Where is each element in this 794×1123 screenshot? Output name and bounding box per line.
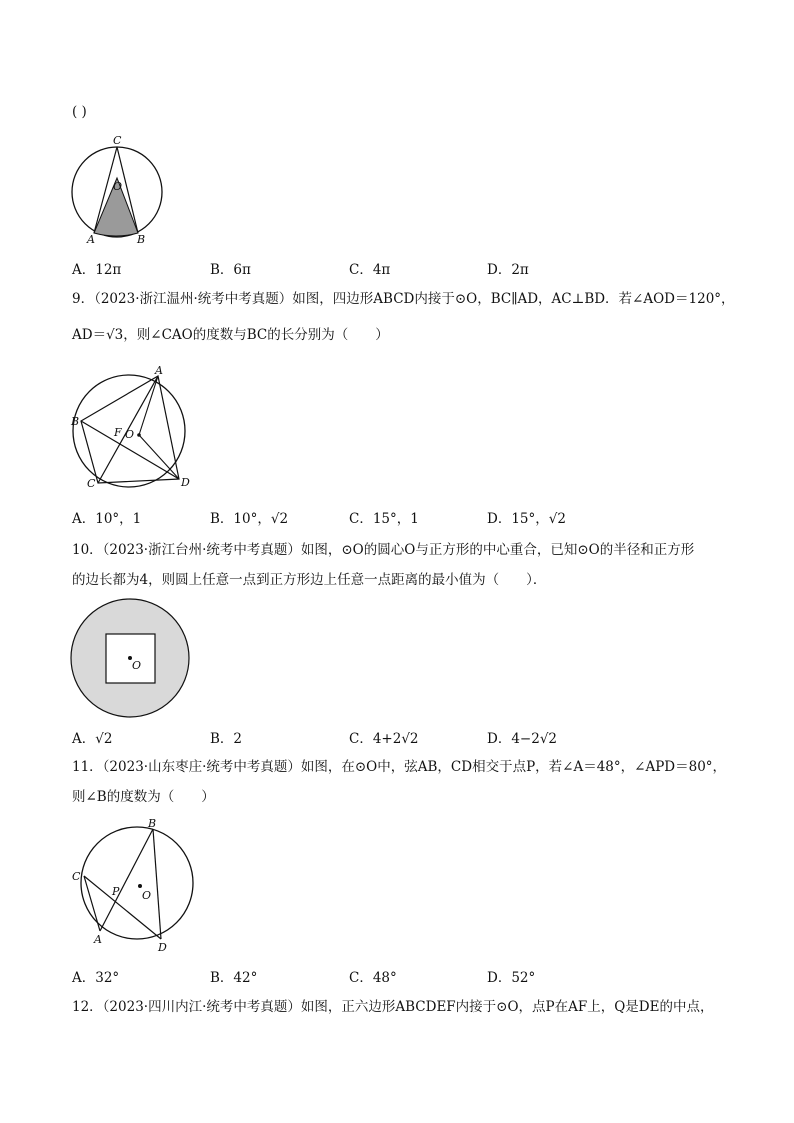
q11-option-d[interactable]: D．52° xyxy=(487,970,536,986)
q9-option-b[interactable]: B．10°，√2 xyxy=(210,511,289,527)
q9-label-f: F xyxy=(114,426,122,439)
q9-options xyxy=(72,507,752,527)
q10-option-c[interactable]: C．4+2√2 xyxy=(349,731,419,747)
q11-options xyxy=(72,966,752,986)
q9-figure xyxy=(68,364,208,492)
q10-option-d[interactable]: D．4−2√2 xyxy=(487,731,558,747)
q11-label-p: P xyxy=(112,885,120,898)
q11-label-c: C xyxy=(72,870,81,883)
q8-option-b[interactable]: B．6π xyxy=(210,262,251,278)
q10-figure xyxy=(70,598,192,720)
q9-stem-line2: AD＝√3，则∠CAO的度数与BC的长分别为（ ） xyxy=(72,327,389,343)
q11-label-o: O xyxy=(142,889,152,902)
q9-label-c: C xyxy=(87,477,96,490)
q8-label-a: A xyxy=(87,233,95,246)
q10-label-o: O xyxy=(132,659,142,672)
q10-stem-line1: 10．（2023·浙江台州·统考中考真题）如图，⊙O的圆心O与正方形的中心重合，已知⊙O的半径和正方形 xyxy=(72,542,695,558)
q9-option-d[interactable]: D．15°，√2 xyxy=(487,511,566,527)
q10-options xyxy=(72,727,752,747)
q9-option-a[interactable]: A．10°，1 xyxy=(72,511,142,527)
q8-option-a[interactable]: A．12π xyxy=(72,262,122,278)
q11-stem-line2: 则∠B的度数为（ ） xyxy=(72,789,215,805)
q9-label-o: O xyxy=(125,428,135,441)
q9-stem-line1: 9．（2023·浙江温州·统考中考真题）如图，四边形ABCD内接于⊙O，BC∥AD，AC⊥BD．若∠AOD＝120°， xyxy=(72,291,735,307)
q8-option-c[interactable]: C．4π xyxy=(349,262,391,278)
q10-option-b[interactable]: B．2 xyxy=(210,731,243,747)
q11-stem-line1: 11．（2023·山东枣庄·统考中考真题）如图，在⊙O中，弦AB，CD相交于点P，若∠A＝48°，∠APD＝80°， xyxy=(72,759,727,775)
q11-label-d: D xyxy=(158,941,167,954)
q11-label-a: A xyxy=(94,933,102,946)
q8-figure xyxy=(60,132,180,248)
q12-stem-line1: 12．（2023·四川内江·统考中考真题）如图，正六边形ABCDEF内接于⊙O，点P在AF上，Q是DE的中点， xyxy=(72,999,714,1015)
q9-label-b: B xyxy=(71,415,80,428)
q11-option-b[interactable]: B．42° xyxy=(210,970,258,986)
q8-label-b: B xyxy=(137,233,146,246)
q10-option-a[interactable]: A．√2 xyxy=(72,731,113,747)
q11-option-c[interactable]: C．48° xyxy=(349,970,397,986)
q9-option-c[interactable]: C．15°，1 xyxy=(349,511,419,527)
q11-figure xyxy=(70,816,200,956)
q9-label-a: A xyxy=(155,364,163,377)
q11-option-a[interactable]: A．32° xyxy=(72,970,120,986)
q8-option-d[interactable]: D．2π xyxy=(487,262,529,278)
q8-label-c: C xyxy=(113,134,122,147)
q8-options xyxy=(72,258,752,278)
q11-label-b: B xyxy=(148,817,157,830)
answer-parentheses: ( ) xyxy=(72,104,87,120)
q8-label-o: O xyxy=(113,180,123,193)
q9-label-d: D xyxy=(181,476,190,489)
q10-stem-line2: 的边长都为4，则圆上任意一点到正方形边上任意一点距离的最小值为（ ）． xyxy=(72,572,547,588)
